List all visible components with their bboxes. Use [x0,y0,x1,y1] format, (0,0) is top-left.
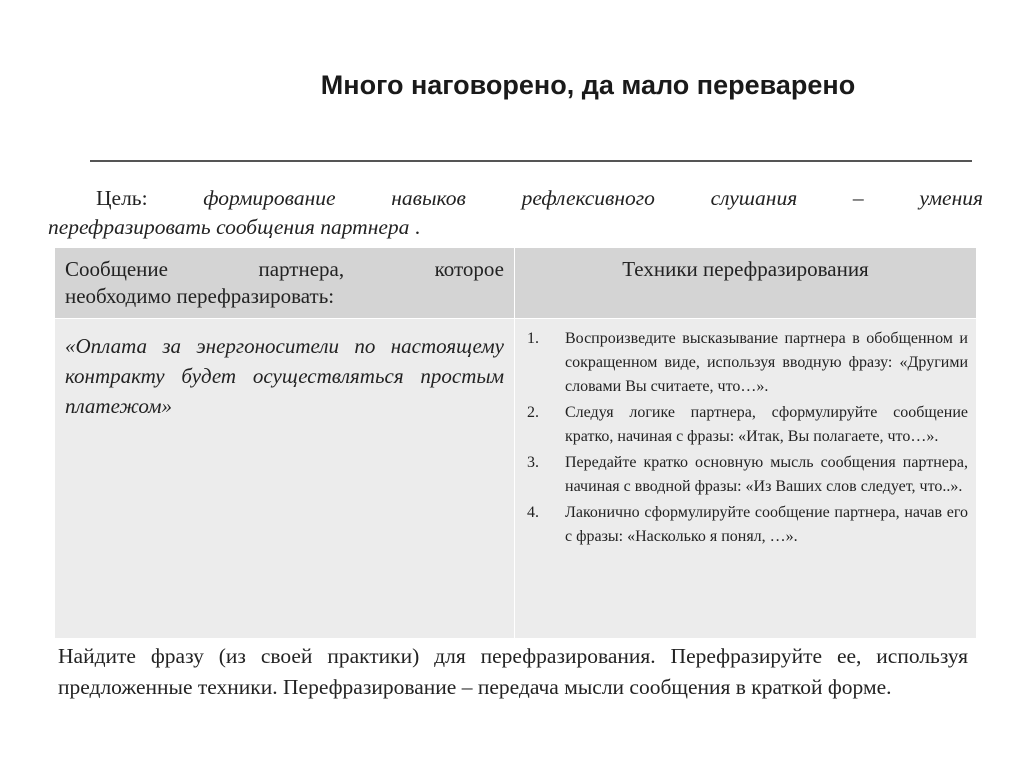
table-body-row [55,319,977,639]
techniques-list [521,327,968,549]
list-item-number: 1. [527,330,539,347]
task-instruction: Найдите фразу (из своей практики) для перефразирования. Перефразируйте ее, используя предложенные техники. Перефразирование – передача мысли сообщения в краткой форме. [58,644,968,699]
list-item-text: Следуя логике партнера, сформулируйте сообщение кратко, начиная с фразы: «Итак, Вы полагаете, что…». [565,404,968,445]
title-divider [90,160,972,162]
goal-text-line1: формирование навыков рефлексивного слушания – умения [203,186,984,210]
header-techniques-cell: Техники перефразирования [515,248,977,319]
slide-title: Много наговорено, да мало переварено [320,70,856,100]
goal-first-line [48,184,983,213]
list-item [521,327,968,399]
list-item-number: 3. [527,454,539,471]
list-item-number: 2. [527,404,539,421]
list-item-text: Передайте кратко основную мысль сообщения партнера, начиная с вводной фразы: «Из Ваших слов следует, что..». [565,454,968,495]
list-item [521,501,968,549]
table-header-row [55,248,977,319]
list-item-number: 4. [527,504,539,521]
list-item [521,401,968,449]
list-item-text: Лаконично сформулируйте сообщение партнера, начав его с фразы: «Насколько я понял, …». [565,504,968,545]
list-item-text: Воспроизведите высказывание партнера в обобщенном и сокращенном виде, используя вводную фразу: «Другими словами Вы считаете, что…». [565,330,968,395]
goal-text-line2: перефразировать сообщения партнера [48,215,410,239]
header-left-line2: необходимо перефразировать: [65,284,335,308]
paraphrase-table [54,247,977,639]
header-left-line1: Сообщение партнера, которое [65,257,504,281]
techniques-cell [515,319,977,639]
list-item [521,451,968,499]
goal-label: Цель: [96,186,148,210]
goal-suffix: . [409,215,421,239]
partner-message-cell: «Оплата за энергоносители по настоящему контракту будет осуществляться простым платежом» [55,319,515,639]
goal-paragraph [48,184,983,242]
header-message-cell [55,248,515,319]
